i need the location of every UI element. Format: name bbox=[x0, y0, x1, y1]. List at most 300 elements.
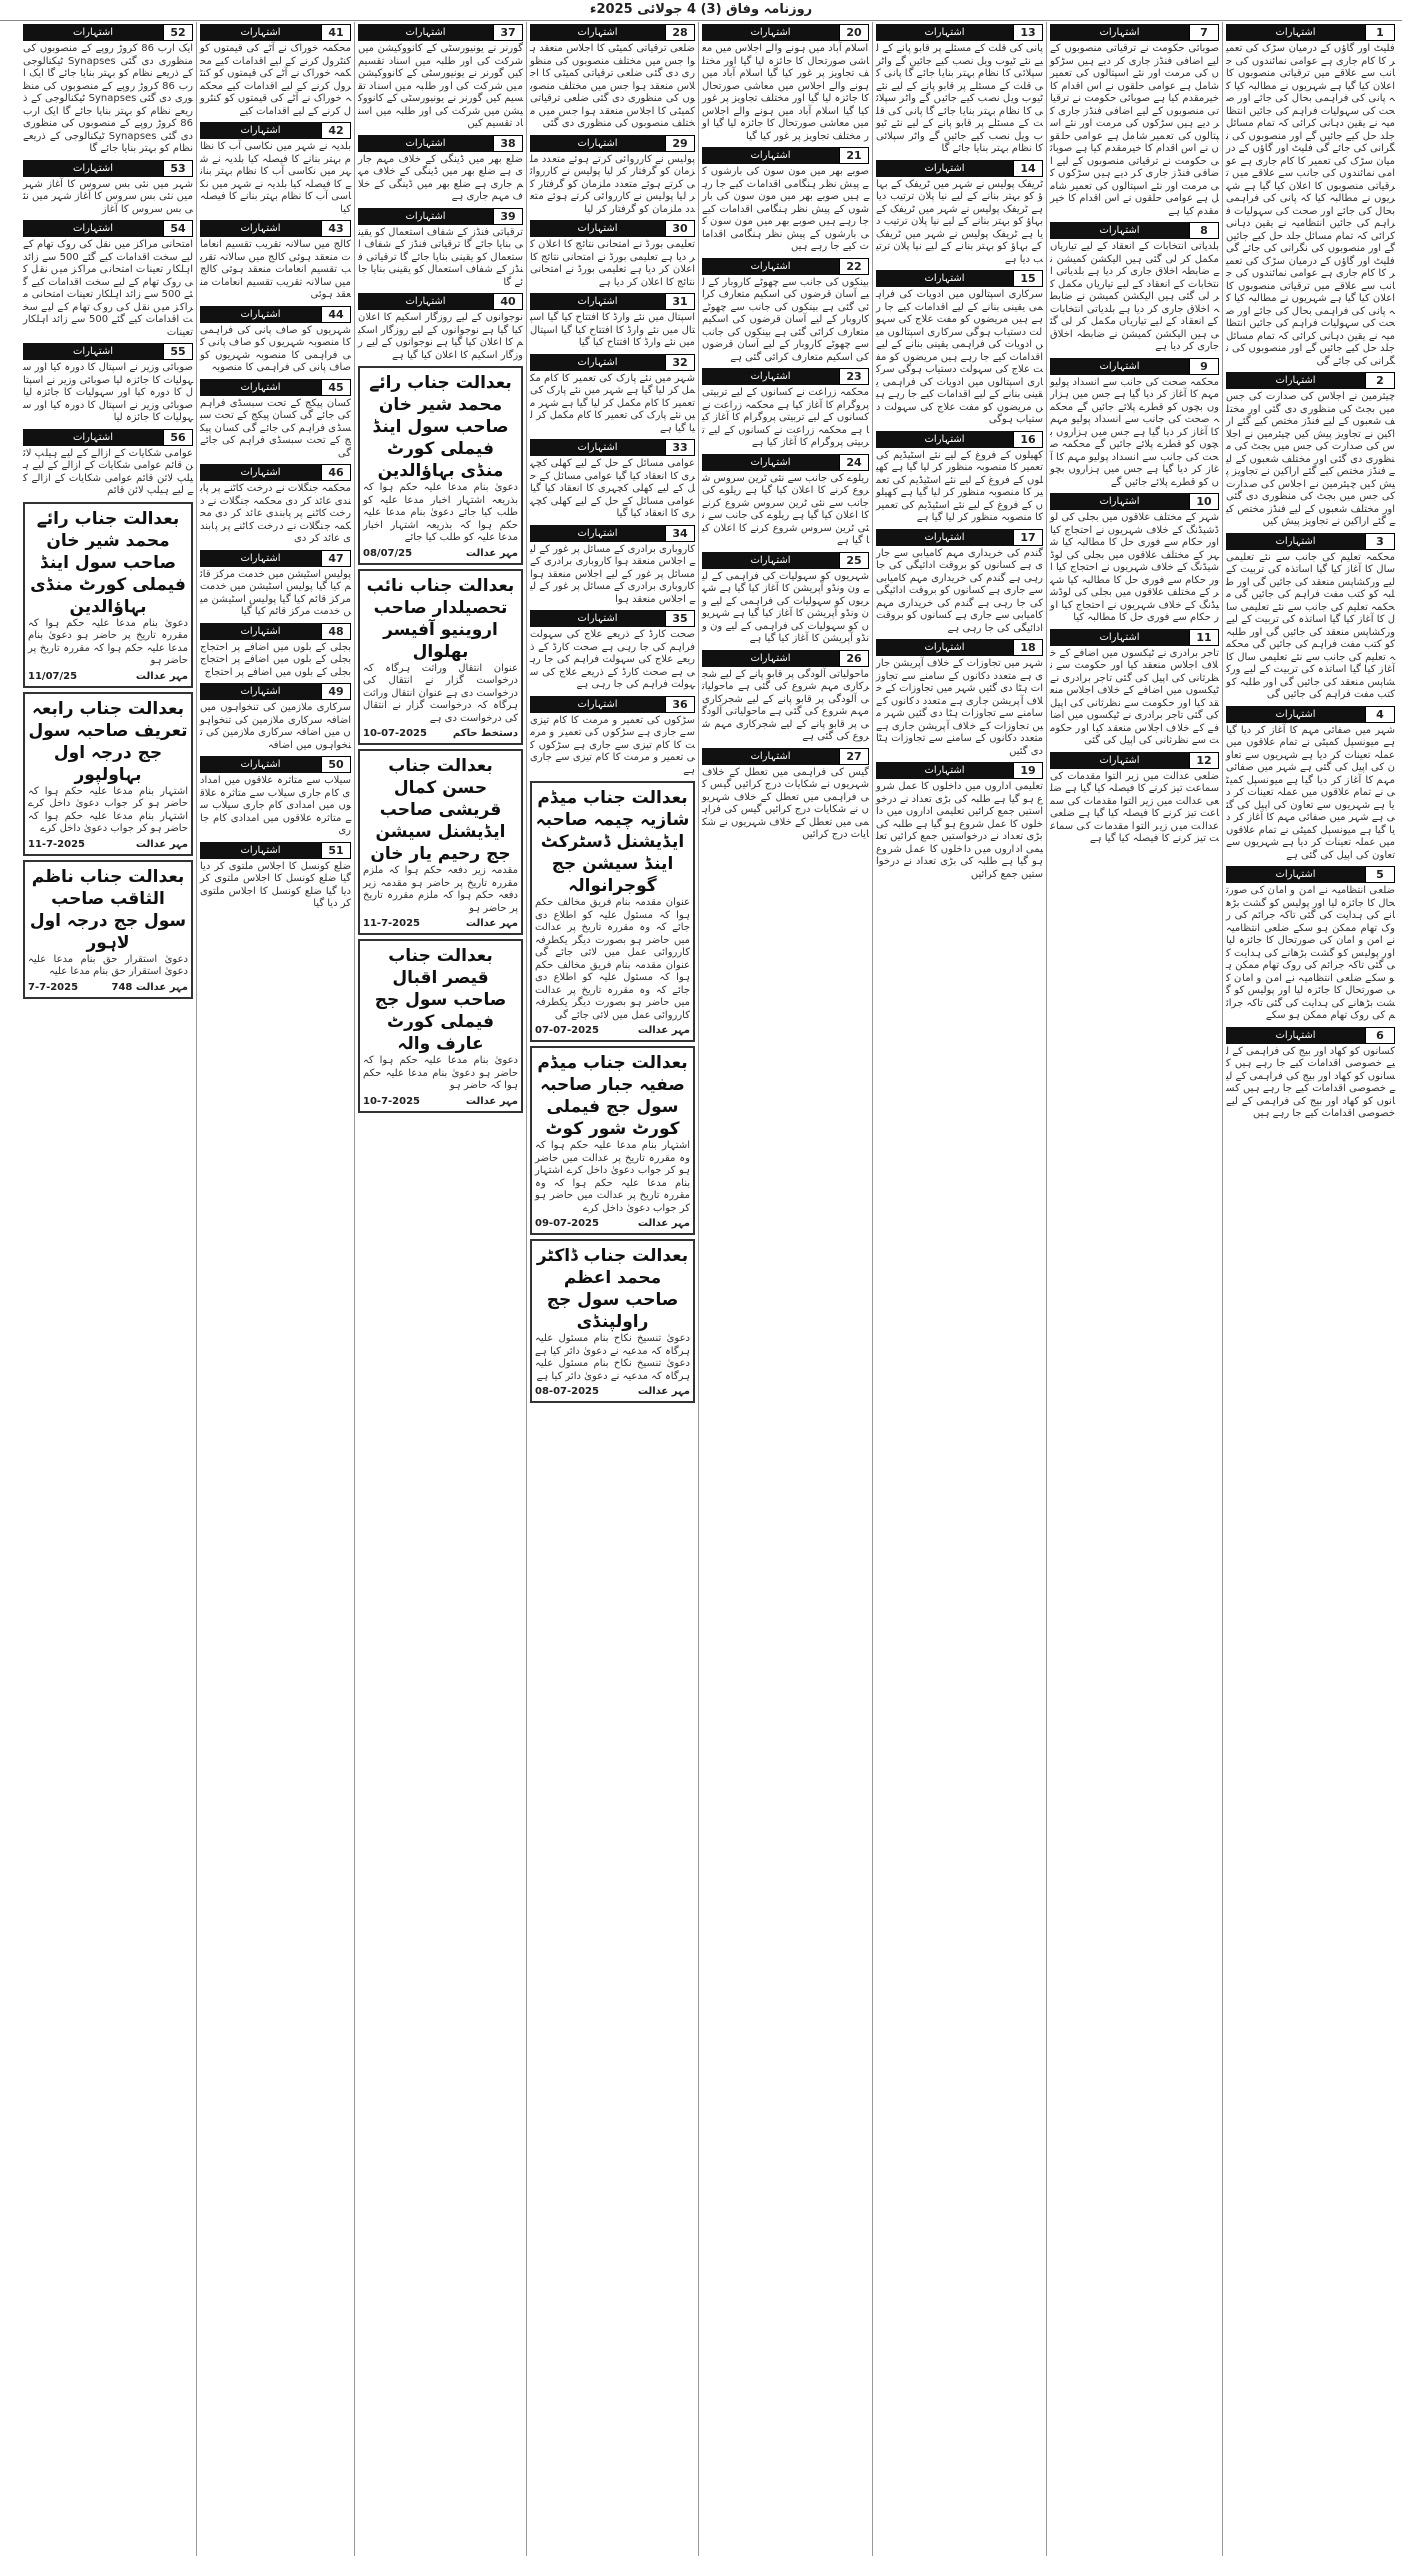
notice-text: دعویٰ تنسیخ نکاح بنام مسئول علیہ ہرگاہ کہ مدعیہ نے دعویٰ دائر کیا ہے دعویٰ تنسیخ نکاح بنام مسئول علیہ ہرگاہ کہ مدعیہ نے دعویٰ دائر کیا ہے bbox=[535, 1333, 690, 1382]
story-text: صوبائی وزیر نے اسپتال کا دورہ کیا اور سہولیات کا جائزہ لیا صوبائی وزیر نے اسپتال کا دورہ کیا اور سہولیات کا جائزہ لیا صوبائی وزیر نے اسپتال کا دورہ کیا اور سہولیات کا جائزہ لیا bbox=[23, 362, 193, 423]
story-header bbox=[876, 24, 1043, 41]
story-header bbox=[1226, 1027, 1395, 1044]
column-4 bbox=[698, 22, 872, 2556]
story-label: اشتہارات bbox=[702, 24, 839, 41]
story-text: کاروباری برادری کے مسائل پر غور کے لیے اجلاس منعقد ہوا کاروباری برادری کے مسائل پر غور کے لیے اجلاس منعقد ہوا کاروباری برادری کے مسائل پر غور کے لیے اجلاس منعقد ہوا bbox=[530, 543, 695, 605]
story-label: اشتہارات bbox=[702, 368, 839, 385]
story-header bbox=[200, 842, 351, 859]
story-header bbox=[530, 24, 695, 41]
notice-footer bbox=[535, 1025, 690, 1036]
story-number: 20 bbox=[839, 24, 869, 41]
story-header bbox=[876, 639, 1043, 656]
column-5 bbox=[526, 22, 698, 2556]
story-header bbox=[702, 650, 869, 667]
story-label: اشتہارات bbox=[358, 24, 493, 41]
column-2 bbox=[1046, 22, 1222, 2556]
column-8 bbox=[20, 22, 196, 2556]
notice-title: بعدالت جناب میڈم صفیہ جبار صاحبہ سول جج فیملی کورٹ شور کوٹ bbox=[537, 1053, 688, 1139]
story-number: 54 bbox=[163, 220, 193, 237]
story-text: صوبائی حکومت نے ترقیاتی منصوبوں کے لیے اضافی فنڈز جاری کر دیے ہیں سڑکوں کی مرمت اور نئے اسپتالوں کی تعمیر شامل ہے عوامی حلقوں نے اس اقدام کا خیرمقدم کیا ہے صوبائی حکومت نے ترقیاتی منصوبوں کے لیے اضافی فنڈز جاری کر دیے ہیں سڑکوں کی مرمت اور نئے اسپتالوں کی تعمیر شامل ہے عوامی حلقوں نے اس اقدام کا خیرمقدم کیا ہے صوبائی حکومت نے ترقیاتی منصوبوں کے لیے اضافی فنڈز جاری کر دیے ہیں سڑکوں کی مرمت اور نئے اسپتالوں کی تعمیر شامل ہے عوامی حلقوں نے اس اقدام کا خیرمقدم کیا ہے bbox=[1050, 43, 1219, 217]
story-header bbox=[1050, 752, 1219, 769]
story-number: 34 bbox=[665, 525, 695, 542]
story-text: شہریوں کو صاف پانی کی فراہمی کا منصوبہ شہریوں کو صاف پانی کی فراہمی کا منصوبہ شہریوں کو صاف پانی کی فراہمی کا منصوبہ bbox=[200, 324, 351, 373]
story-number: 55 bbox=[163, 343, 193, 360]
story-36 bbox=[530, 696, 695, 778]
notice-date: 07-07-2025 bbox=[535, 1025, 599, 1036]
notice-footer bbox=[535, 1386, 690, 1397]
story-number: 38 bbox=[493, 135, 523, 152]
story-13 bbox=[876, 24, 1043, 156]
notice-sign: مہر عدالت bbox=[637, 1218, 690, 1229]
story-51 bbox=[200, 842, 351, 911]
story-header bbox=[530, 293, 695, 310]
story-header bbox=[702, 552, 869, 569]
story-number: 21 bbox=[839, 147, 869, 164]
story-number: 56 bbox=[163, 429, 193, 446]
story-text: شہریوں کو سہولیات کی فراہمی کے لیے ون ونڈو آپریشن کا آغاز کیا گیا ہے شہریوں کو سہولیات کی فراہمی کے لیے ون ونڈو آپریشن کا آغاز کیا گیا ہے شہریوں کو سہولیات کی فراہمی کے لیے ون ونڈو آپریشن کا آغاز کیا گیا ہے bbox=[702, 570, 869, 644]
story-header bbox=[23, 343, 193, 360]
notice-sign: دستخط حاکم bbox=[452, 728, 518, 739]
story-header bbox=[1050, 629, 1219, 646]
story-40 bbox=[358, 293, 523, 362]
story-header bbox=[702, 454, 869, 471]
story-text: ضلعی انتظامیہ نے امن و امان کی صورتحال کا جائزہ لیا اور پولیس کو گشت بڑھانے کی ہدایت کی گئی تاکہ جرائم کی روک تھام ممکن ہو سکے ضلعی انتظامیہ نے امن و امان کی صورتحال کا جائزہ لیا اور پولیس کو گشت بڑھانے کی ہدایت کی گئی تاکہ جرائم کی روک تھام ممکن ہو سکے ضلعی انتظامیہ نے امن و امان کی صورتحال کا جائزہ لیا اور پولیس کو گشت بڑھانے کی ہدایت کی گئی تاکہ جرائم کی روک تھام ممکن ہو سکے bbox=[1226, 885, 1395, 1021]
story-text: سرکاری ملازمین کی تنخواہوں میں اضافہ سرکاری ملازمین کی تنخواہوں میں اضافہ سرکاری ملازمین کی تنخواہوں میں اضافہ bbox=[200, 702, 351, 751]
story-6 bbox=[1226, 1027, 1395, 1121]
story-text: ریلوے کی جانب سے نئی ٹرین سروس شروع کرنے کا اعلان کیا گیا ہے ریلوے کی جانب سے نئی ٹرین سروس شروع کرنے کا اعلان کیا گیا ہے ریلوے کی جانب سے نئی ٹرین سروس شروع کرنے کا اعلان کیا گیا ہے bbox=[702, 472, 869, 546]
story-number: 22 bbox=[839, 258, 869, 275]
court-notice bbox=[358, 569, 523, 746]
story-header bbox=[1050, 24, 1219, 41]
notice-title: بعدالت جناب قیصر اقبال صاحب سول جج فیملی کورٹ عارف والہ bbox=[374, 946, 507, 1054]
story-49 bbox=[200, 683, 351, 752]
story-label: اشتہارات bbox=[200, 220, 321, 237]
story-text: سرکاری اسپتالوں میں ادویات کی فراہمی یقینی بنانے کے لیے اقدامات کیے جا رہے ہیں مریضوں کو مفت علاج کی سہولت دستیاب ہوگی سرکاری اسپتالوں میں ادویات کی فراہمی یقینی بنانے کے لیے اقدامات کیے جا رہے ہیں مریضوں کو مفت علاج کی سہولت دستیاب ہوگی سرکاری اسپتالوں میں ادویات کی فراہمی یقینی بنانے کے لیے اقدامات کیے جا رہے ہیں مریضوں کو مفت علاج کی سہولت دستیاب ہوگی bbox=[876, 289, 1043, 425]
court-notice bbox=[530, 781, 695, 1042]
story-number: 40 bbox=[493, 293, 523, 310]
notice-text: مقدمہ زیر دفعہ حکم ہوا کہ ملزم مقررہ تاریخ پر حاضر ہو مقدمہ زیر دفعہ حکم ہوا کہ ملزم مقررہ تاریخ پر حاضر ہو bbox=[363, 865, 518, 914]
notice-title: بعدالت جناب نائب تحصیلدار صاحب اروینیو آفیسر بھلوال bbox=[366, 575, 515, 662]
story-header bbox=[530, 439, 695, 456]
story-text: تعلیمی اداروں میں داخلوں کا عمل شروع ہو گیا ہے طلبہ کی بڑی تعداد نے درخواستیں جمع کرائیں تعلیمی اداروں میں داخلوں کا عمل شروع ہو گیا ہے طلبہ کی بڑی تعداد نے درخواستیں جمع کرائیں تعلیمی اداروں میں داخلوں کا عمل شروع ہو گیا ہے طلبہ کی بڑی تعداد نے درخواستیں جمع کرائیں bbox=[876, 781, 1043, 880]
story-5 bbox=[1226, 866, 1395, 1023]
story-header bbox=[200, 379, 351, 396]
notice-sign: مہر عدالت bbox=[135, 838, 188, 850]
story-23 bbox=[702, 368, 869, 450]
story-text: تعلیمی بورڈ نے امتحانی نتائج کا اعلان کر دیا ہے تعلیمی بورڈ نے امتحانی نتائج کا اعلان کر دیا ہے تعلیمی بورڈ نے امتحانی نتائج کا اعلان کر دیا ہے bbox=[530, 239, 695, 288]
story-text: فلیٹ اور گاؤں کے درمیان سڑک کی تعمیر کا کام جاری ہے عوامی نمائندوں کی جانب سے علاقے میں ترقیاتی منصوبوں کا اعلان کیا گیا ہے شہریوں نے مطالبہ کیا کہ پانی کی فراہمی بحال کی جائے اور صحت کی سہولیات فراہم کی جائیں انتظامیہ نے یقین دہانی کرائی کہ تمام مسائل جلد حل کیے جائیں گے اور منصوبوں کی نگرانی کی جائے گی فلیٹ اور گاؤں کے درمیان سڑک کی تعمیر کا کام جاری ہے عوامی نمائندوں کی جانب سے علاقے میں ترقیاتی منصوبوں کا اعلان کیا گیا ہے شہریوں نے مطالبہ کیا کہ پانی کی فراہمی بحال کی جائے اور صحت کی سہولیات فراہم کی جائیں انتظامیہ نے یقین دہانی کرائی کہ تمام مسائل جلد حل کیے جائیں گے اور منصوبوں کی نگرانی کی جائے گی فلیٹ اور گاؤں کے درمیان سڑک کی تعمیر کا کام جاری ہے عوامی نمائندوں کی جانب سے علاقے میں ترقیاتی منصوبوں کا اعلان کیا گیا ہے شہریوں نے مطالبہ کیا کہ پانی کی فراہمی بحال کی جائے اور صحت کی سہولیات فراہم کی جائیں انتظامیہ نے یقین دہانی کرائی کہ تمام مسائل جلد حل کیے جائیں گے اور منصوبوں کی نگرانی کی جائے گی bbox=[1226, 43, 1395, 367]
story-20 bbox=[702, 24, 869, 143]
story-label: اشتہارات bbox=[200, 379, 321, 396]
story-text: پانی کی قلت کے مسئلے پر قابو پانے کے لیے نئے ٹیوب ویل نصب کیے جائیں گے واٹر سپلائی کا نظام بہتر بنایا جائے گا پانی کی قلت کے مسئلے پر قابو پانے کے لیے نئے ٹیوب ویل نصب کیے جائیں گے واٹر سپلائی کا نظام بہتر بنایا جائے گا پانی کی قلت کے مسئلے پر قابو پانے کے لیے نئے ٹیوب ویل نصب کیے جائیں گے واٹر سپلائی کا نظام بہتر بنایا جائے گا bbox=[876, 43, 1043, 154]
story-number: 27 bbox=[839, 748, 869, 765]
story-header bbox=[702, 368, 869, 385]
story-label: اشتہارات bbox=[530, 696, 665, 713]
story-label: اشتہارات bbox=[200, 756, 321, 773]
notice-text: دعویٰ بنام مدعا علیہ حکم ہوا کہ حاضر ہو دعویٰ بنام مدعا علیہ حکم ہوا کہ حاضر ہو bbox=[363, 1055, 518, 1091]
story-label: اشتہارات bbox=[200, 683, 321, 700]
notice-date: 11/07/25 bbox=[28, 670, 78, 682]
story-label: اشتہارات bbox=[876, 529, 1013, 546]
story-15 bbox=[876, 270, 1043, 427]
story-32 bbox=[530, 354, 695, 436]
story-37 bbox=[358, 24, 523, 131]
story-text: گندم کی خریداری مہم کامیابی سے جاری ہے کسانوں کو بروقت ادائیگی کی جا رہی ہے گندم کی خریداری مہم کامیابی سے جاری ہے کسانوں کو بروقت ادائیگی کی جا رہی ہے گندم کی خریداری مہم کامیابی سے جاری ہے کسانوں کو بروقت ادائیگی کی جا رہی ہے bbox=[876, 547, 1043, 634]
story-text: سیلاب سے متاثرہ علاقوں میں امدادی کام جاری سیلاب سے متاثرہ علاقوں میں امدادی کام جاری سیلاب سے متاثرہ علاقوں میں امدادی کام جاری bbox=[200, 775, 351, 836]
story-label: اشتہارات bbox=[200, 842, 321, 859]
story-text: شہر میں نئی بس سروس کا آغاز شہر میں نئی بس سروس کا آغاز شہر میں نئی بس سروس کا آغاز bbox=[23, 178, 193, 215]
story-text: ایک ارب 86 کروڑ روپے کے منصوبوں کی منظوری دی گئی Synapses ٹیکنالوجی کے ذریعے نظام کو بہتر بنایا جائے گا ایک ارب 86 کروڑ روپے کے منصوبوں کی منظوری دی گئی Synapses ٹیکنالوجی کے ذریعے نظام کو بہتر بنایا جائے گا ایک ارب 86 کروڑ روپے کے منصوبوں کی منظوری دی گئی Synapses ٹیکنالوجی کے ذریعے نظام کو بہتر بنایا جائے گا bbox=[23, 43, 194, 154]
story-number: 50 bbox=[321, 756, 351, 773]
story-number: 10 bbox=[1189, 493, 1219, 510]
story-label: اشتہارات bbox=[200, 623, 321, 640]
story-label: اشتہارات bbox=[23, 343, 163, 360]
notice-title: بعدالت جناب رائے محمد شیر خان صاحب سول اینڈ فیملی کورٹ منڈی بہاؤالدین bbox=[30, 508, 186, 617]
story-46 bbox=[200, 464, 351, 546]
story-number: 17 bbox=[1013, 529, 1043, 546]
story-39 bbox=[358, 208, 523, 290]
story-label: اشتہارات bbox=[1050, 222, 1189, 239]
story-label: اشتہارات bbox=[1226, 706, 1365, 723]
story-text: ضلعی ترقیاتی کمیٹی کا اجلاس منعقد ہوا جس میں مختلف منصوبوں کی منظوری دی گئی ضلعی ترقیاتی کمیٹی کا اجلاس منعقد ہوا جس میں مختلف منصوبوں کی منظوری دی گئی ضلعی ترقیاتی کمیٹی کا اجلاس منعقد ہوا جس میں مختلف منصوبوں کی منظوری دی گئی bbox=[530, 43, 695, 129]
story-label: اشتہارات bbox=[702, 552, 839, 569]
story-label: اشتہارات bbox=[1050, 358, 1189, 375]
story-header bbox=[200, 464, 351, 481]
story-label: اشتہارات bbox=[1226, 866, 1365, 883]
story-54 bbox=[23, 220, 193, 339]
story-text: محکمہ صحت کی جانب سے انسداد پولیو مہم کا آغاز کر دیا گیا ہے جس میں ہزاروں بچوں کو قطرے پلائے جائیں گے محکمہ صحت کی جانب سے انسداد پولیو مہم کا آغاز کر دیا گیا ہے جس میں ہزاروں بچوں کو قطرے پلائے جائیں گے محکمہ صحت کی جانب سے انسداد پولیو مہم کا آغاز کر دیا گیا ہے جس میں ہزاروں بچوں کو قطرے پلائے جائیں گے bbox=[1050, 376, 1219, 488]
story-25 bbox=[702, 552, 869, 646]
story-text: کسان پیکج کے تحت سبسڈی فراہم کی جائے گی کسان پیکج کے تحت سبسڈی فراہم کی جائے گی کسان پیکج کے تحت سبسڈی فراہم کی جائے گی bbox=[200, 397, 351, 459]
story-31 bbox=[530, 293, 695, 350]
story-text: عوامی مسائل کے حل کے لیے کھلی کچہری کا انعقاد کیا گیا عوامی مسائل کے حل کے لیے کھلی کچہری کا انعقاد کیا گیا عوامی مسائل کے حل کے لیے کھلی کچہری کا انعقاد کیا گیا bbox=[530, 458, 695, 519]
story-17 bbox=[876, 529, 1043, 636]
story-text: ترقیاتی فنڈز کے شفاف استعمال کو یقینی بنایا جائے گا ترقیاتی فنڈز کے شفاف استعمال کو یقینی بنایا جائے گا ترقیاتی فنڈز کے شفاف استعمال کو یقینی بنایا جائے گا bbox=[358, 226, 523, 288]
notice-text: دعویٰ بنام مدعا علیہ حکم ہوا کہ بذریعہ اشتہار اخبار مدعا علیہ کو طلب کیا جائے دعویٰ بنام مدعا علیہ حکم ہوا کہ بذریعہ اشتہار اخبار مدعا علیہ کو طلب کیا جائے bbox=[363, 482, 518, 543]
story-50 bbox=[200, 756, 351, 838]
notice-date: 7-7-2025 bbox=[28, 981, 79, 993]
notice-date: 11-7-2025 bbox=[363, 918, 421, 929]
story-number: 49 bbox=[321, 683, 351, 700]
story-header bbox=[358, 208, 523, 225]
story-number: 4 bbox=[1365, 706, 1395, 723]
story-label: اشتہارات bbox=[200, 550, 321, 567]
story-label: اشتہارات bbox=[702, 147, 839, 164]
story-14 bbox=[876, 160, 1043, 267]
story-19 bbox=[876, 762, 1043, 881]
story-number: 43 bbox=[321, 220, 351, 237]
story-header bbox=[200, 550, 351, 567]
story-8 bbox=[1050, 222, 1219, 354]
story-3 bbox=[1226, 533, 1395, 702]
story-label: اشتہارات bbox=[702, 748, 839, 765]
court-notice bbox=[358, 939, 523, 1113]
notice-text: اشتہار بنام مدعا علیہ حکم ہوا کہ وہ مقررہ تاریخ پر عدالت میں حاضر ہو کر جواب دعویٰ داخل کرے اشتہار بنام مدعا علیہ حکم ہوا کہ وہ مقررہ تاریخ پر عدالت میں حاضر ہو کر جواب دعویٰ داخل کرے bbox=[535, 1140, 690, 1214]
notice-title: بعدالت جناب رابعہ تعریف صاحبہ سول جج درجہ اول بہاولپور bbox=[28, 698, 188, 785]
story-text: پولیس نے کارروائی کرتے ہوئے متعدد ملزمان کو گرفتار کر لیا پولیس نے کارروائی کرتے ہوئے متعدد ملزمان کو گرفتار کر لیا پولیس نے کارروائی کرتے ہوئے متعدد ملزمان کو گرفتار کر لیا bbox=[530, 153, 695, 215]
story-label: اشتہارات bbox=[1050, 629, 1189, 646]
story-header bbox=[530, 220, 695, 237]
court-notice bbox=[23, 502, 193, 688]
court-notice bbox=[23, 860, 193, 999]
story-label: اشتہارات bbox=[358, 208, 493, 225]
story-header bbox=[200, 683, 351, 700]
story-text: نوجوانوں کے لیے روزگار اسکیم کا اعلان کیا گیا ہے نوجوانوں کے لیے روزگار اسکیم کا اعلان کیا گیا ہے نوجوانوں کے لیے روزگار اسکیم کا اعلان کیا گیا ہے bbox=[358, 312, 523, 361]
notice-text: عنوان مقدمہ بنام فریق مخالف حکم ہوا کہ مسئول علیہ کو اطلاع دی جائے کہ وہ مقررہ تاریخ پر عدالت میں حاضر ہو بصورت دیگر یکطرفہ کارروائی عمل میں لائی جائے گی عنوان مقدمہ بنام فریق مخالف حکم ہوا کہ مسئول علیہ کو اطلاع دی جائے کہ وہ مقررہ تاریخ پر عدالت میں حاضر ہو بصورت دیگر یکطرفہ کارروائی عمل میں لائی جائے گی bbox=[535, 897, 690, 1021]
story-number: 6 bbox=[1365, 1027, 1395, 1044]
column-6 bbox=[354, 22, 526, 2556]
story-label: اشتہارات bbox=[530, 439, 665, 456]
story-header bbox=[358, 24, 523, 41]
story-label: اشتہارات bbox=[530, 135, 665, 152]
story-label: اشتہارات bbox=[530, 354, 665, 371]
notice-date: 11-7-2025 bbox=[28, 838, 86, 850]
story-text: ضلعی عدالت میں زیر التوا مقدمات کی سماعت تیز کرنے کا فیصلہ کیا گیا ہے ضلعی عدالت میں زیر التوا مقدمات کی سماعت تیز کرنے کا فیصلہ کیا گیا ہے ضلعی عدالت میں زیر التوا مقدمات کی سماعت تیز کرنے کا فیصلہ کیا گیا ہے bbox=[1050, 770, 1219, 844]
story-45 bbox=[200, 379, 351, 461]
notice-footer bbox=[363, 918, 518, 929]
story-header bbox=[876, 529, 1043, 546]
story-21 bbox=[702, 147, 869, 254]
story-1 bbox=[1226, 24, 1395, 368]
story-number: 36 bbox=[665, 696, 695, 713]
story-38 bbox=[358, 135, 523, 204]
story-41 bbox=[200, 24, 351, 118]
notice-title: بعدالت جناب ناظم الثاقب صاحب سول جج درجہ اول لاہور bbox=[29, 866, 187, 953]
story-number: 32 bbox=[665, 354, 695, 371]
story-16 bbox=[876, 431, 1043, 525]
story-label: اشتہارات bbox=[530, 220, 665, 237]
story-56 bbox=[23, 429, 193, 498]
column-3 bbox=[872, 22, 1046, 2556]
story-header bbox=[702, 147, 869, 164]
story-label: اشتہارات bbox=[702, 258, 839, 275]
story-label: اشتہارات bbox=[1226, 1027, 1365, 1044]
story-label: اشتہارات bbox=[23, 160, 163, 177]
story-label: اشتہارات bbox=[200, 464, 321, 481]
story-header bbox=[530, 354, 695, 371]
notice-sign: مہر عدالت bbox=[465, 1095, 518, 1107]
story-number: 44 bbox=[321, 306, 351, 323]
story-header bbox=[200, 306, 351, 323]
story-number: 19 bbox=[1013, 762, 1043, 779]
story-label: اشتہارات bbox=[1226, 24, 1365, 41]
story-header bbox=[200, 24, 351, 41]
story-number: 26 bbox=[839, 650, 869, 667]
story-number: 45 bbox=[321, 379, 351, 396]
story-header bbox=[1226, 372, 1395, 389]
story-header bbox=[530, 610, 695, 627]
notice-footer bbox=[363, 1096, 518, 1107]
story-2 bbox=[1226, 372, 1395, 529]
columns-container bbox=[4, 22, 1398, 2556]
story-7 bbox=[1050, 24, 1219, 218]
story-number: 15 bbox=[1013, 270, 1043, 287]
story-24 bbox=[702, 454, 869, 548]
masthead: روزنامہ وفاق (3) 4 جولائی 2025ء bbox=[0, 0, 1402, 21]
story-number: 2 bbox=[1365, 372, 1395, 389]
story-number: 51 bbox=[321, 842, 351, 859]
story-33 bbox=[530, 439, 695, 521]
story-number: 23 bbox=[839, 368, 869, 385]
story-text: بلدیہ نے شہر میں نکاسی آب کا نظام بہتر بنانے کا فیصلہ کیا بلدیہ نے شہر میں نکاسی آب کا نظام بہتر بنانے کا فیصلہ کیا بلدیہ نے شہر میں نکاسی آب کا نظام بہتر بنانے کا فیصلہ کیا bbox=[200, 141, 351, 215]
story-text: سڑکوں کی تعمیر و مرمت کا کام تیزی سے جاری ہے سڑکوں کی تعمیر و مرمت کا کام تیزی سے جاری ہے سڑکوں کی تعمیر و مرمت کا کام تیزی سے جاری ہے bbox=[530, 714, 695, 776]
story-43 bbox=[200, 220, 351, 302]
story-number: 28 bbox=[665, 24, 695, 41]
story-number: 42 bbox=[321, 122, 351, 139]
story-header bbox=[1050, 222, 1219, 239]
story-number: 18 bbox=[1013, 639, 1043, 656]
story-header bbox=[200, 623, 351, 640]
story-header bbox=[23, 160, 193, 177]
story-text: کسانوں کو کھاد اور بیج کی فراہمی کے لیے خصوصی اقدامات کیے جا رہے ہیں کسانوں کو کھاد اور بیج کی فراہمی کے لیے خصوصی اقدامات کیے جا رہے ہیں کسانوں کو کھاد اور بیج کی فراہمی کے لیے خصوصی اقدامات کیے جا رہے ہیں bbox=[1226, 1045, 1395, 1119]
story-number: 5 bbox=[1365, 866, 1395, 883]
story-header bbox=[530, 135, 695, 152]
story-text: چیئرمین نے اجلاس کی صدارت کی جس میں بجٹ کی منظوری دی گئی اور مختلف شعبوں کے لیے فنڈز مختص کیے گئے اراکین نے تجاویز پیش کیں چیئرمین نے اجلاس کی صدارت کی جس میں بجٹ کی منظوری دی گئی اور مختلف شعبوں کے لیے فنڈز مختص کیے گئے اراکین نے تجاویز پیش کیں چیئرمین نے اجلاس کی صدارت کی جس میں بجٹ کی منظوری دی گئی اور مختلف شعبوں کے لیے فنڈز مختص کیے گئے اراکین نے تجاویز پیش کیں bbox=[1226, 391, 1395, 527]
story-label: اشتہارات bbox=[530, 525, 665, 542]
story-text: اسلام آباد میں ہونے والے اجلاس میں معاشی صورتحال کا جائزہ لیا گیا اور مختلف تجاویز پر غور کیا گیا اسلام آباد میں ہونے والے اجلاس میں معاشی صورتحال کا جائزہ لیا گیا اور مختلف تجاویز پر غور کیا گیا اسلام آباد میں ہونے والے اجلاس میں معاشی صورتحال کا جائزہ لیا گیا اور مختلف تجاویز پر غور کیا گیا bbox=[702, 43, 869, 142]
story-header bbox=[702, 748, 869, 765]
story-text: محکمہ تعلیم کی جانب سے نئے تعلیمی سال کا آغاز کیا گیا اساتذہ کی تربیت کے لیے ورکشاپس منعقد کی جائیں گی اور طلبہ کو کتب مفت فراہم کی جائیں گی محکمہ تعلیم کی جانب سے نئے تعلیمی سال کا آغاز کیا گیا اساتذہ کی تربیت کے لیے ورکشاپس منعقد کی جائیں گی اور طلبہ کو کتب مفت فراہم کی جائیں گی محکمہ تعلیم کی جانب سے نئے تعلیمی سال کا آغاز کیا گیا اساتذہ کی تربیت کے لیے ورکشاپس منعقد کی جائیں گی اور طلبہ کو کتب مفت فراہم کی جائیں گی bbox=[1226, 551, 1395, 700]
story-header bbox=[702, 24, 869, 41]
story-text: صوبے بھر میں مون سون کی بارشوں کے پیش نظر ہنگامی اقدامات کیے جا رہے ہیں صوبے بھر میں مون سون کی بارشوں کے پیش نظر ہنگامی اقدامات کیے جا رہے ہیں صوبے بھر میں مون سون کی بارشوں کے پیش نظر ہنگامی اقدامات کیے جا رہے ہیں bbox=[702, 166, 869, 252]
story-text: کالج میں سالانہ تقریب تقسیم انعامات منعقد ہوئی کالج میں سالانہ تقریب تقسیم انعامات منعقد ہوئی کالج میں سالانہ تقریب تقسیم انعامات منعقد ہوئی bbox=[200, 239, 351, 300]
story-number: 14 bbox=[1013, 160, 1043, 177]
story-header bbox=[23, 220, 193, 237]
story-label: اشتہارات bbox=[530, 610, 665, 627]
story-number: 52 bbox=[163, 24, 193, 41]
story-label: اشتہارات bbox=[23, 24, 163, 41]
story-header bbox=[876, 431, 1043, 448]
story-header bbox=[23, 429, 193, 446]
notice-sign: مہر عدالت bbox=[637, 1025, 690, 1036]
story-label: اشتہارات bbox=[530, 24, 665, 41]
story-text: شہر کے مختلف علاقوں میں بجلی کی لوڈشیڈنگ کے خلاف شہریوں نے احتجاج کیا اور حکام سے فوری حل کا مطالبہ کیا شہر کے مختلف علاقوں میں بجلی کی لوڈشیڈنگ کے خلاف شہریوں نے احتجاج کیا اور حکام سے فوری حل کا مطالبہ کیا شہر کے مختلف علاقوں میں بجلی کی لوڈشیڈنگ کے خلاف شہریوں نے احتجاج کیا اور حکام سے فوری حل کا مطالبہ کیا bbox=[1050, 512, 1219, 623]
notice-footer bbox=[28, 839, 188, 850]
story-number: 1 bbox=[1365, 24, 1395, 41]
story-text: گیس کی فراہمی میں تعطل کے خلاف شہریوں نے شکایات درج کرائیں گیس کی فراہمی میں تعطل کے خلاف شہریوں نے شکایات درج کرائیں گیس کی فراہمی میں تعطل کے خلاف شہریوں نے شکایات درج کرائیں bbox=[702, 766, 869, 840]
notice-title: بعدالت جناب میڈم شازیہ چیمہ صاحبہ ایڈیشنل ڈسٹرکٹ اینڈ سیشن جج گوجرانوالہ bbox=[535, 788, 690, 896]
story-label: اشتہارات bbox=[702, 650, 839, 667]
court-notice bbox=[23, 692, 193, 856]
story-label: اشتہارات bbox=[876, 431, 1013, 448]
story-label: اشتہارات bbox=[876, 270, 1013, 287]
story-text: محکمہ زراعت نے کسانوں کے لیے تربیتی پروگرام کا آغاز کیا ہے محکمہ زراعت نے کسانوں کے لیے تربیتی پروگرام کا آغاز کیا ہے محکمہ زراعت نے کسانوں کے لیے تربیتی پروگرام کا آغاز کیا ہے bbox=[702, 387, 869, 448]
story-number: 25 bbox=[839, 552, 869, 569]
notice-sign: مہر عدالت bbox=[135, 670, 188, 682]
story-text: عوامی شکایات کے ازالے کے لیے ہیلپ لائن قائم عوامی شکایات کے ازالے کے لیے ہیلپ لائن قائم عوامی شکایات کے ازالے کے لیے ہیلپ لائن قائم bbox=[23, 447, 193, 496]
story-text: بلدیاتی انتخابات کے انعقاد کے لیے تیاریاں مکمل کر لی گئی ہیں الیکشن کمیشن نے ضابطہ اخلاق جاری کر دیا ہے بلدیاتی انتخابات کے انعقاد کے لیے تیاریاں مکمل کر لی گئی ہیں الیکشن کمیشن نے ضابطہ اخلاق جاری کر دیا ہے بلدیاتی انتخابات کے انعقاد کے لیے تیاریاں مکمل کر لی گئی ہیں الیکشن کمیشن نے ضابطہ اخلاق جاری کر دیا ہے bbox=[1050, 241, 1219, 352]
story-29 bbox=[530, 135, 695, 217]
story-label: اشتہارات bbox=[1226, 533, 1365, 550]
story-header bbox=[200, 122, 351, 139]
story-number: 11 bbox=[1189, 629, 1219, 646]
story-52 bbox=[23, 24, 193, 156]
story-35 bbox=[530, 610, 695, 692]
story-text: شہر میں صفائی مہم کا آغاز کر دیا گیا ہے میونسپل کمیٹی نے تمام علاقوں میں عملہ تعینات کر دیا ہے شہریوں سے تعاون کی اپیل کی گئی ہے شہر میں صفائی مہم کا آغاز کر دیا گیا ہے میونسپل کمیٹی نے تمام علاقوں میں عملہ تعینات کر دیا ہے شہریوں سے تعاون کی اپیل کی گئی ہے شہر میں صفائی مہم کا آغاز کر دیا گیا ہے میونسپل کمیٹی نے تمام علاقوں میں عملہ تعینات کر دیا ہے شہریوں سے تعاون کی اپیل کی گئی ہے bbox=[1226, 724, 1395, 861]
story-number: 41 bbox=[321, 24, 351, 41]
column-1 bbox=[1222, 22, 1398, 2556]
story-header bbox=[876, 160, 1043, 177]
story-header bbox=[358, 293, 523, 310]
story-label: اشتہارات bbox=[876, 160, 1013, 177]
story-text: بجلی کے بلوں میں اضافے پر احتجاج بجلی کے بلوں میں اضافے پر احتجاج بجلی کے بلوں میں اضافے پر احتجاج bbox=[200, 641, 351, 678]
column-7 bbox=[196, 22, 354, 2556]
story-number: 37 bbox=[493, 24, 523, 41]
story-text: محکمہ جنگلات نے درخت کاٹنے پر پابندی عائد کر دی محکمہ جنگلات نے درخت کاٹنے پر پابندی عائد کر دی محکمہ جنگلات نے درخت کاٹنے پر پابندی عائد کر دی bbox=[200, 483, 351, 544]
court-notice bbox=[358, 366, 523, 565]
story-53 bbox=[23, 160, 193, 217]
story-label: اشتہارات bbox=[1050, 493, 1189, 510]
story-number: 13 bbox=[1013, 24, 1043, 41]
story-27 bbox=[702, 748, 869, 842]
story-26 bbox=[702, 650, 869, 744]
story-number: 24 bbox=[839, 454, 869, 471]
notice-date: 10-7-2025 bbox=[363, 1095, 421, 1107]
story-label: اشتہارات bbox=[358, 293, 493, 310]
story-number: 12 bbox=[1189, 752, 1219, 769]
notice-date: 09-07-2025 bbox=[535, 1218, 599, 1229]
story-header bbox=[702, 258, 869, 275]
notice-text: دعویٰ بنام مدعا علیہ حکم ہوا کہ مقررہ تاریخ پر حاضر ہو دعویٰ بنام مدعا علیہ حکم ہوا کہ مقررہ تاریخ پر حاضر ہو bbox=[28, 617, 188, 666]
story-label: اشتہارات bbox=[23, 429, 163, 446]
story-text: صحت کارڈ کے ذریعے علاج کی سہولت فراہم کی جا رہی ہے صحت کارڈ کے ذریعے علاج کی سہولت فراہم کی جا رہی ہے صحت کارڈ کے ذریعے علاج کی سہولت فراہم کی جا رہی ہے bbox=[530, 629, 695, 690]
story-18 bbox=[876, 639, 1043, 758]
story-4 bbox=[1226, 706, 1395, 863]
story-10 bbox=[1050, 493, 1219, 625]
story-text: کھیلوں کے فروغ کے لیے نئے اسٹیڈیم کی تعمیر کا منصوبہ منظور کر لیا گیا ہے کھیلوں کے فروغ کے لیے نئے اسٹیڈیم کی تعمیر کا منصوبہ منظور کر لیا گیا ہے کھیلوں کے فروغ کے لیے نئے اسٹیڈیم کی تعمیر کا منصوبہ منظور کر لیا گیا ہے bbox=[876, 449, 1043, 523]
notice-footer bbox=[535, 1218, 690, 1229]
story-48 bbox=[200, 623, 351, 680]
story-label: اشتہارات bbox=[1226, 372, 1365, 389]
story-text: ضلع کونسل کا اجلاس ملتوی کر دیا گیا ضلع کونسل کا اجلاس ملتوی کر دیا گیا ضلع کونسل کا اجلاس ملتوی کر دیا گیا bbox=[200, 860, 351, 909]
story-number: 46 bbox=[321, 464, 351, 481]
story-label: اشتہارات bbox=[876, 762, 1013, 779]
story-number: 53 bbox=[163, 160, 193, 177]
story-header bbox=[1050, 358, 1219, 375]
story-text: محکمہ خوراک نے آٹے کی قیمتوں کو کنٹرول کرنے کے لیے اقدامات کیے محکمہ خوراک نے آٹے کی قیمتوں کو کنٹرول کرنے کے لیے اقدامات کیے محکمہ خوراک نے آٹے کی قیمتوں کو کنٹرول کرنے کے لیے اقدامات کیے bbox=[200, 43, 351, 117]
story-header bbox=[876, 270, 1043, 287]
notice-date: 08-07-2025 bbox=[535, 1386, 599, 1397]
story-number: 35 bbox=[665, 610, 695, 627]
story-label: اشتہارات bbox=[23, 220, 163, 237]
story-label: اشتہارات bbox=[530, 293, 665, 310]
story-11 bbox=[1050, 629, 1219, 748]
story-number: 7 bbox=[1189, 24, 1219, 41]
story-12 bbox=[1050, 752, 1219, 846]
story-number: 47 bbox=[321, 550, 351, 567]
story-47 bbox=[200, 550, 351, 619]
story-22 bbox=[702, 258, 869, 365]
story-header bbox=[1226, 533, 1395, 550]
story-number: 39 bbox=[493, 208, 523, 225]
notice-date: 08/07/25 bbox=[363, 547, 413, 559]
story-number: 31 bbox=[665, 293, 695, 310]
notice-text: عنوان انتقال وراثت ہرگاہ کہ درخواست گزار نے انتقال کی درخواست دی ہے عنوان انتقال وراثت ہرگاہ کہ درخواست گزار نے انتقال کی درخواست دی ہے bbox=[363, 662, 518, 724]
story-number: 48 bbox=[321, 623, 351, 640]
story-number: 16 bbox=[1013, 431, 1043, 448]
story-header bbox=[530, 525, 695, 542]
story-text: تاجر برادری نے ٹیکسوں میں اضافے کے خلاف اجلاس منعقد کیا اور حکومت سے نظرثانی کی اپیل کی گئی تاجر برادری نے ٹیکسوں میں اضافے کے خلاف اجلاس منعقد کیا اور حکومت سے نظرثانی کی اپیل کی گئی تاجر برادری نے ٹیکسوں میں اضافے کے خلاف اجلاس منعقد کیا اور حکومت سے نظرثانی کی اپیل کی گئی bbox=[1050, 647, 1219, 746]
story-number: 3 bbox=[1365, 533, 1395, 550]
story-header bbox=[200, 756, 351, 773]
story-42 bbox=[200, 122, 351, 216]
story-28 bbox=[530, 24, 695, 131]
court-notice bbox=[530, 1046, 695, 1235]
story-header bbox=[358, 135, 523, 152]
story-header bbox=[1226, 866, 1395, 883]
story-44 bbox=[200, 306, 351, 375]
story-label: اشتہارات bbox=[200, 306, 321, 323]
